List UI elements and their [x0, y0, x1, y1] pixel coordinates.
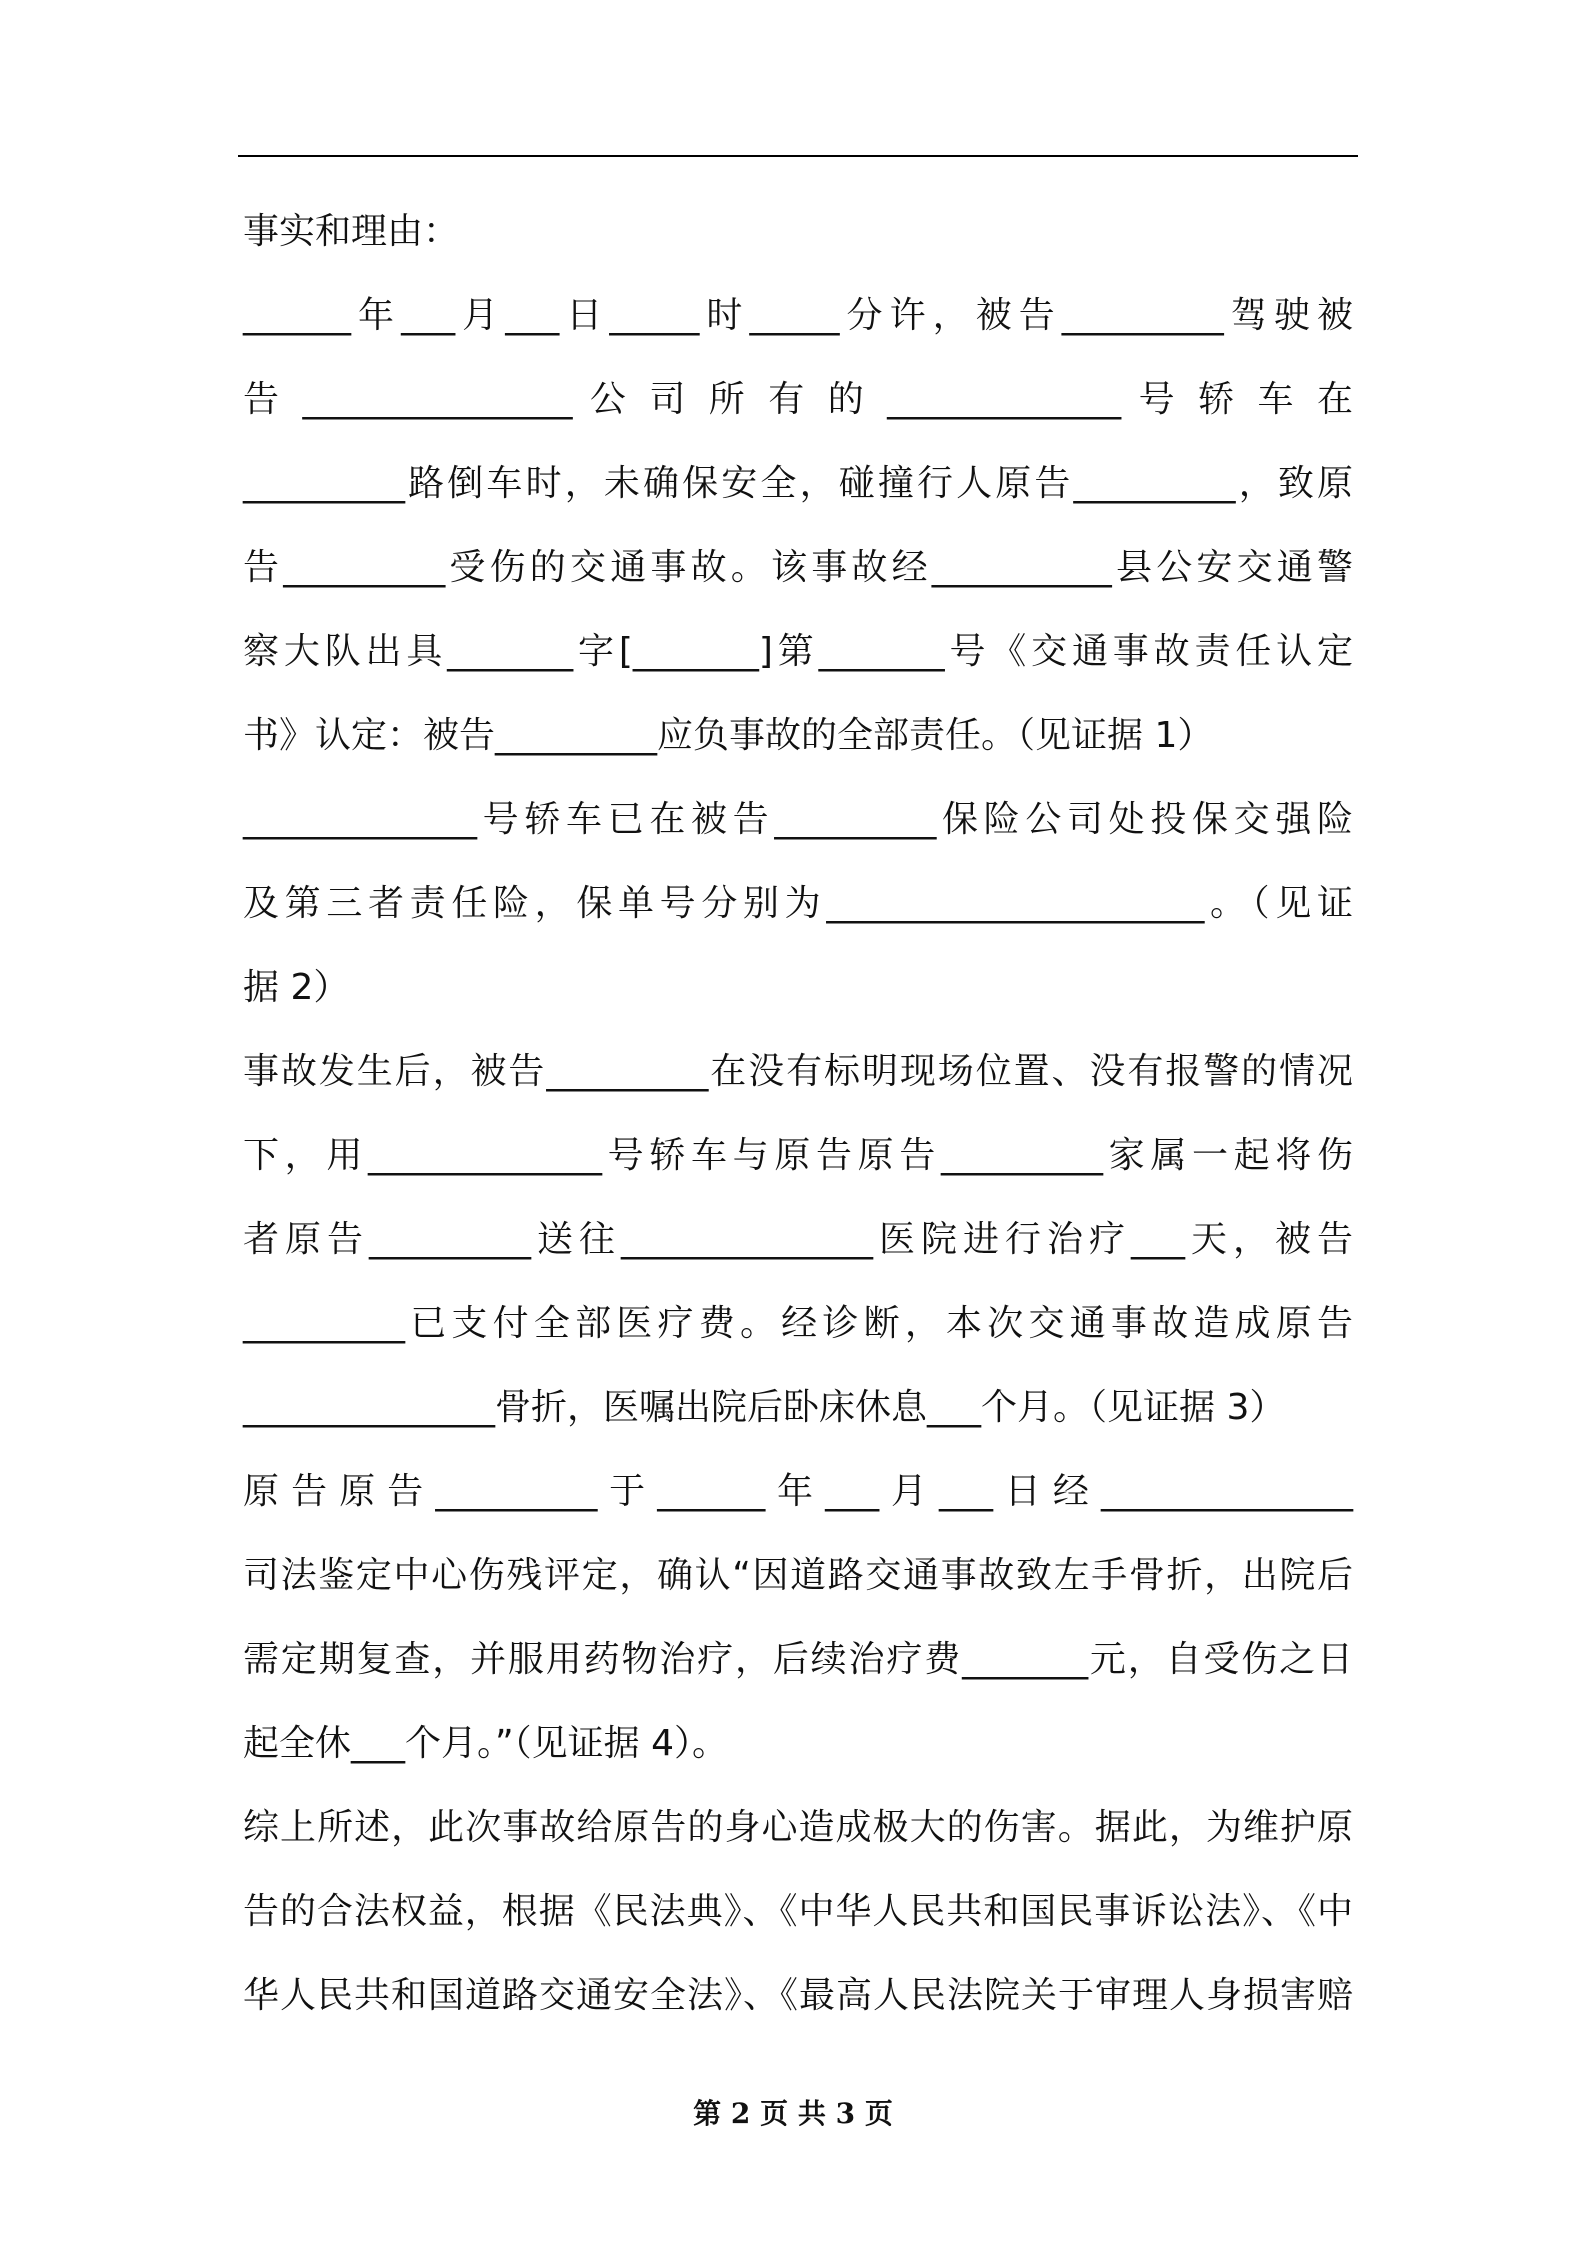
text-line: 书》认定：被告_________应负事故的全部责任。（见证据 1） — [243, 715, 1214, 756]
document-body — [243, 190, 1353, 2038]
text-line: _________路倒车时，未确保安全，碰撞行人原告_________，致原 — [243, 463, 1353, 504]
text-line: ______________骨折，医嘱出院后卧床休息___个月。（见证据 3） — [243, 1387, 1286, 1428]
text-line: 下，用_____________号轿车与原告原告_________家属一起将伤 — [243, 1135, 1353, 1176]
section-heading: 事实和理由： — [243, 211, 460, 252]
text-line: _________已支付全部医疗费。经诊断，本次交通事故造成原告 — [243, 1303, 1353, 1344]
text-line: 华人民共和国道路交通安全法》、《最高人民法院关于审理人身损害赔 — [243, 1975, 1353, 2016]
text-line: 及第三者责任险，保单号分别为_____________________。（见证 — [243, 883, 1353, 924]
text-line: _____________号轿车已在被告_________保险公司处投保交强险 — [243, 799, 1353, 840]
page-number: 第 2 页 共 3 页 — [693, 2097, 893, 2130]
text-line: 据 2） — [243, 967, 350, 1008]
text-line: ______年___月___日_____时_____分许，被告_________驾驶被 — [243, 295, 1353, 336]
text-line: 告_________受伤的交通事故。该事故经__________县公安交通警 — [243, 547, 1353, 588]
text-line: 需定期复查，并服用药物治疗，后续治疗费_______元，自受伤之日 — [243, 1639, 1353, 1680]
text-line: 原 告 原 告 _________ 于 ______ 年 ___ 月 ___ 日 经 ______________ — [243, 1471, 1353, 1512]
text-line: 告 _______________ 公 司 所 有 的 _____________ 号 轿 车 在 — [243, 379, 1353, 420]
text-line: 司法鉴定中心伤残评定，确认“因道路交通事故致左手骨折，出院后 — [243, 1555, 1353, 1596]
text-line: 起全休___个月。”（见证据 4）。 — [243, 1723, 728, 1764]
text-line: 综上所述，此次事故给原告的身心造成极大的伤害。据此，为维护原 — [243, 1807, 1353, 1848]
text-line: 事故发生后，被告_________在没有标明现场位置、没有报警的情况 — [243, 1051, 1353, 1092]
text-line: 告的合法权益，根据《民法典》、《中华人民共和国民事诉讼法》、《中 — [243, 1891, 1353, 1932]
text-line: 者原告_________送往______________医院进行治疗___天，被告 — [243, 1219, 1353, 1260]
header-rule — [238, 155, 1358, 157]
text-line: 察大队出具_______字[_______]第_______号《交通事故责任认定 — [243, 631, 1353, 672]
